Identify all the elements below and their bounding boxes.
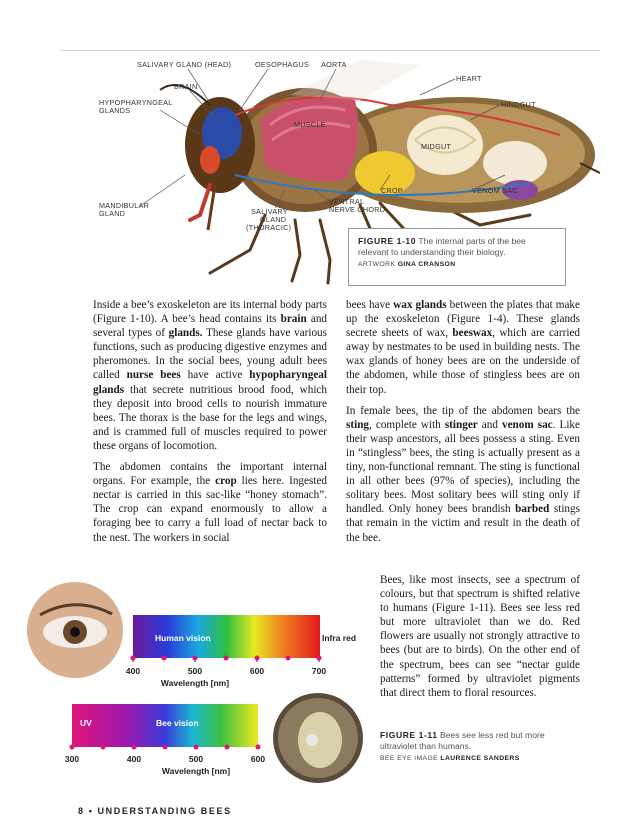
figure-1-11-description: Bees see less red but more ultraviolet than humans. bbox=[380, 730, 545, 751]
right-paragraph-3: Bees, like most insects, see a spectrum of colours, but that spectrum is shifted relative to humans (Figure 1-11). Bees see less red but more ultraviolet than we do. Red flowers are usually not strongly attractive to bees (but are to birds). On the other end of the spectrum, bees can see “nectar guide patterns” formed by ultraviolet pigments that direct them to floral resources. bbox=[380, 574, 580, 699]
left-paragraph-1 bbox=[93, 298, 327, 453]
label-salivary-gland-head: SALIVARY GLAND (HEAD) bbox=[137, 60, 232, 69]
figure-1-10-credit-prefix: ARTWORK bbox=[358, 261, 396, 268]
text-run: These glands have various functions, such as producing digestive enzymes and pheromones. In the social bees, young adult bees called bbox=[93, 327, 327, 382]
label-venom-sac: VENOM SAC bbox=[472, 186, 518, 195]
figure-1-10-credit bbox=[358, 261, 556, 268]
right-text-column bbox=[346, 298, 580, 552]
bee-tick-600: 600 bbox=[250, 754, 266, 764]
figure-1-11-caption bbox=[380, 730, 570, 762]
label-salivary-gland-thoracic-3: (THORACIC) bbox=[246, 223, 292, 232]
bee-tick-400: 400 bbox=[126, 754, 142, 764]
text-run: Inside a bee’s exoskeleton are its internal body parts (Figure 1-10). A bee’s head contains its bbox=[93, 299, 327, 326]
human-tick-500: 500 bbox=[187, 666, 203, 676]
human-vision-label: Human vision bbox=[155, 633, 211, 643]
figure-1-11-number: FIGURE 1-11 bbox=[380, 730, 438, 740]
left-text-column bbox=[93, 298, 327, 552]
figure-1-10-credit-name: GINA CRANSON bbox=[397, 261, 456, 268]
uv-label: UV bbox=[80, 718, 92, 728]
label-salivary-gland-thoracic-2: GLAND bbox=[260, 215, 287, 224]
figure-1-10-description: The internal parts of the bee relevant to understanding their biology. bbox=[358, 236, 526, 257]
text-run: and several types of bbox=[93, 313, 328, 340]
label-salivary-gland-thoracic-1: SALIVARY bbox=[251, 207, 288, 216]
right-paragraph-1 bbox=[346, 298, 580, 397]
label-crop: CROP bbox=[381, 186, 403, 195]
bold-term-nurse-bees: nurse bees bbox=[126, 369, 181, 382]
bold-term-wax-glands: wax glands bbox=[393, 299, 447, 311]
figure-1-11-credit bbox=[380, 755, 570, 762]
bold-term-hypopharyngeal-glands: hypopharyngeal glands bbox=[93, 369, 327, 396]
label-mandibular-gland-1: MANDIBULAR bbox=[99, 201, 150, 210]
human-axis-title: Wavelength [nm] bbox=[160, 678, 230, 688]
text-run: stings that remain in the victim and result in the death of the bee. bbox=[346, 503, 580, 544]
label-ventral-nerve-chord-2: NERVE CHORD bbox=[329, 205, 386, 214]
label-brain: BRAIN bbox=[174, 82, 198, 91]
text-run: that secrete nutritious brood food, which they deposit into brood cells to nourish immature bees. The thorax is the base for the legs and wings, and is crammed full of muscles required to power these organs of locomotion. bbox=[93, 383, 327, 452]
text-run: , which are carried away by nestmates to be used in building nests. The wax glands of honey bees are on the underside of the abdomen, while those of stingless bees are on their top. bbox=[346, 327, 580, 396]
text-run: lies here. Ingested nectar is carried in this sac-like “honey stomach”. The crop can expand enormously to allow a foraging bee to carry a full load of nectar back to the nest. The workers in social bbox=[93, 475, 328, 544]
figure-1-11-credit-prefix: BEE EYE IMAGE bbox=[380, 755, 439, 762]
label-hindgut: HINDGUT bbox=[501, 100, 536, 109]
figure-1-11-caption-text bbox=[380, 730, 570, 752]
figure-1-11-credit-name: LAURENCE SANDERS bbox=[440, 755, 520, 762]
bold-term-crop: crop bbox=[215, 475, 237, 488]
bold-term-beeswax: beeswax bbox=[452, 327, 493, 340]
bold-term-venom-sac: venom sac bbox=[502, 418, 553, 431]
right-paragraph-3-block bbox=[380, 573, 580, 707]
right-paragraph-2 bbox=[346, 404, 580, 545]
label-oesophagus: OESOPHAGUS bbox=[255, 60, 310, 69]
bold-term-glands: glands. bbox=[168, 327, 203, 340]
left-paragraph-2 bbox=[93, 460, 327, 545]
text-run: The abdomen contains the important internal organs. For example, the bbox=[93, 461, 327, 488]
text-run: between the plates that make up the exoskeleton (Figure 1-4). These glands secrete sheets of wax, bbox=[346, 299, 580, 340]
text-run: and bbox=[477, 418, 502, 431]
text-run: bees have bbox=[346, 299, 394, 311]
bold-term-stinger: stinger bbox=[444, 418, 478, 431]
page-footer: 8 • UNDERSTANDING BEES bbox=[78, 806, 232, 816]
text-run: have active bbox=[180, 369, 250, 382]
label-muscle: MUSCLE bbox=[294, 120, 326, 129]
figure-1-10-number: FIGURE 1-10 bbox=[358, 236, 417, 246]
bee-tick-500: 500 bbox=[188, 754, 204, 764]
text-run: . Like their wasp ancestors, all bees possess a sting. Even in “stingless” bees, the sting is actually present as a tiny, non-functional remnant. The sting is functional in all other bees (97% of species), including the solitary bees. Most solitary bees will sting only if handled. Only honey bees brandish bbox=[346, 418, 580, 516]
label-mandibular-gland-2: GLAND bbox=[99, 209, 126, 218]
bee-axis-title: Wavelength [nm] bbox=[161, 766, 231, 776]
figure-1-10-caption bbox=[348, 228, 566, 286]
label-hypopharyngeal-glands-2: GLANDS bbox=[99, 106, 131, 115]
bold-term-sting: sting bbox=[346, 418, 370, 431]
label-midgut: MIDGUT bbox=[421, 142, 452, 151]
bold-term-brain: brain bbox=[280, 313, 307, 326]
infra-red-label: Infra red bbox=[322, 633, 357, 643]
human-tick-400: 400 bbox=[125, 666, 141, 676]
bee-vision-label: Bee vision bbox=[156, 718, 199, 728]
label-aorta: AORTA bbox=[321, 60, 347, 69]
text-run: In female bees, the tip of the abdomen bears the bbox=[346, 404, 580, 417]
bee-tick-300: 300 bbox=[64, 754, 80, 764]
label-heart: HEART bbox=[456, 74, 482, 83]
human-tick-600: 600 bbox=[249, 666, 265, 676]
figure-1-10-caption-text bbox=[358, 236, 556, 258]
label-ventral-nerve-chord-1: VENTRAL bbox=[329, 197, 365, 206]
human-tick-700: 700 bbox=[311, 666, 327, 676]
text-run: , complete with bbox=[369, 418, 445, 431]
label-hypopharyngeal-glands-1: HYPOPHARYNGEAL bbox=[99, 98, 173, 107]
bold-term-barbed: barbed bbox=[515, 503, 550, 516]
